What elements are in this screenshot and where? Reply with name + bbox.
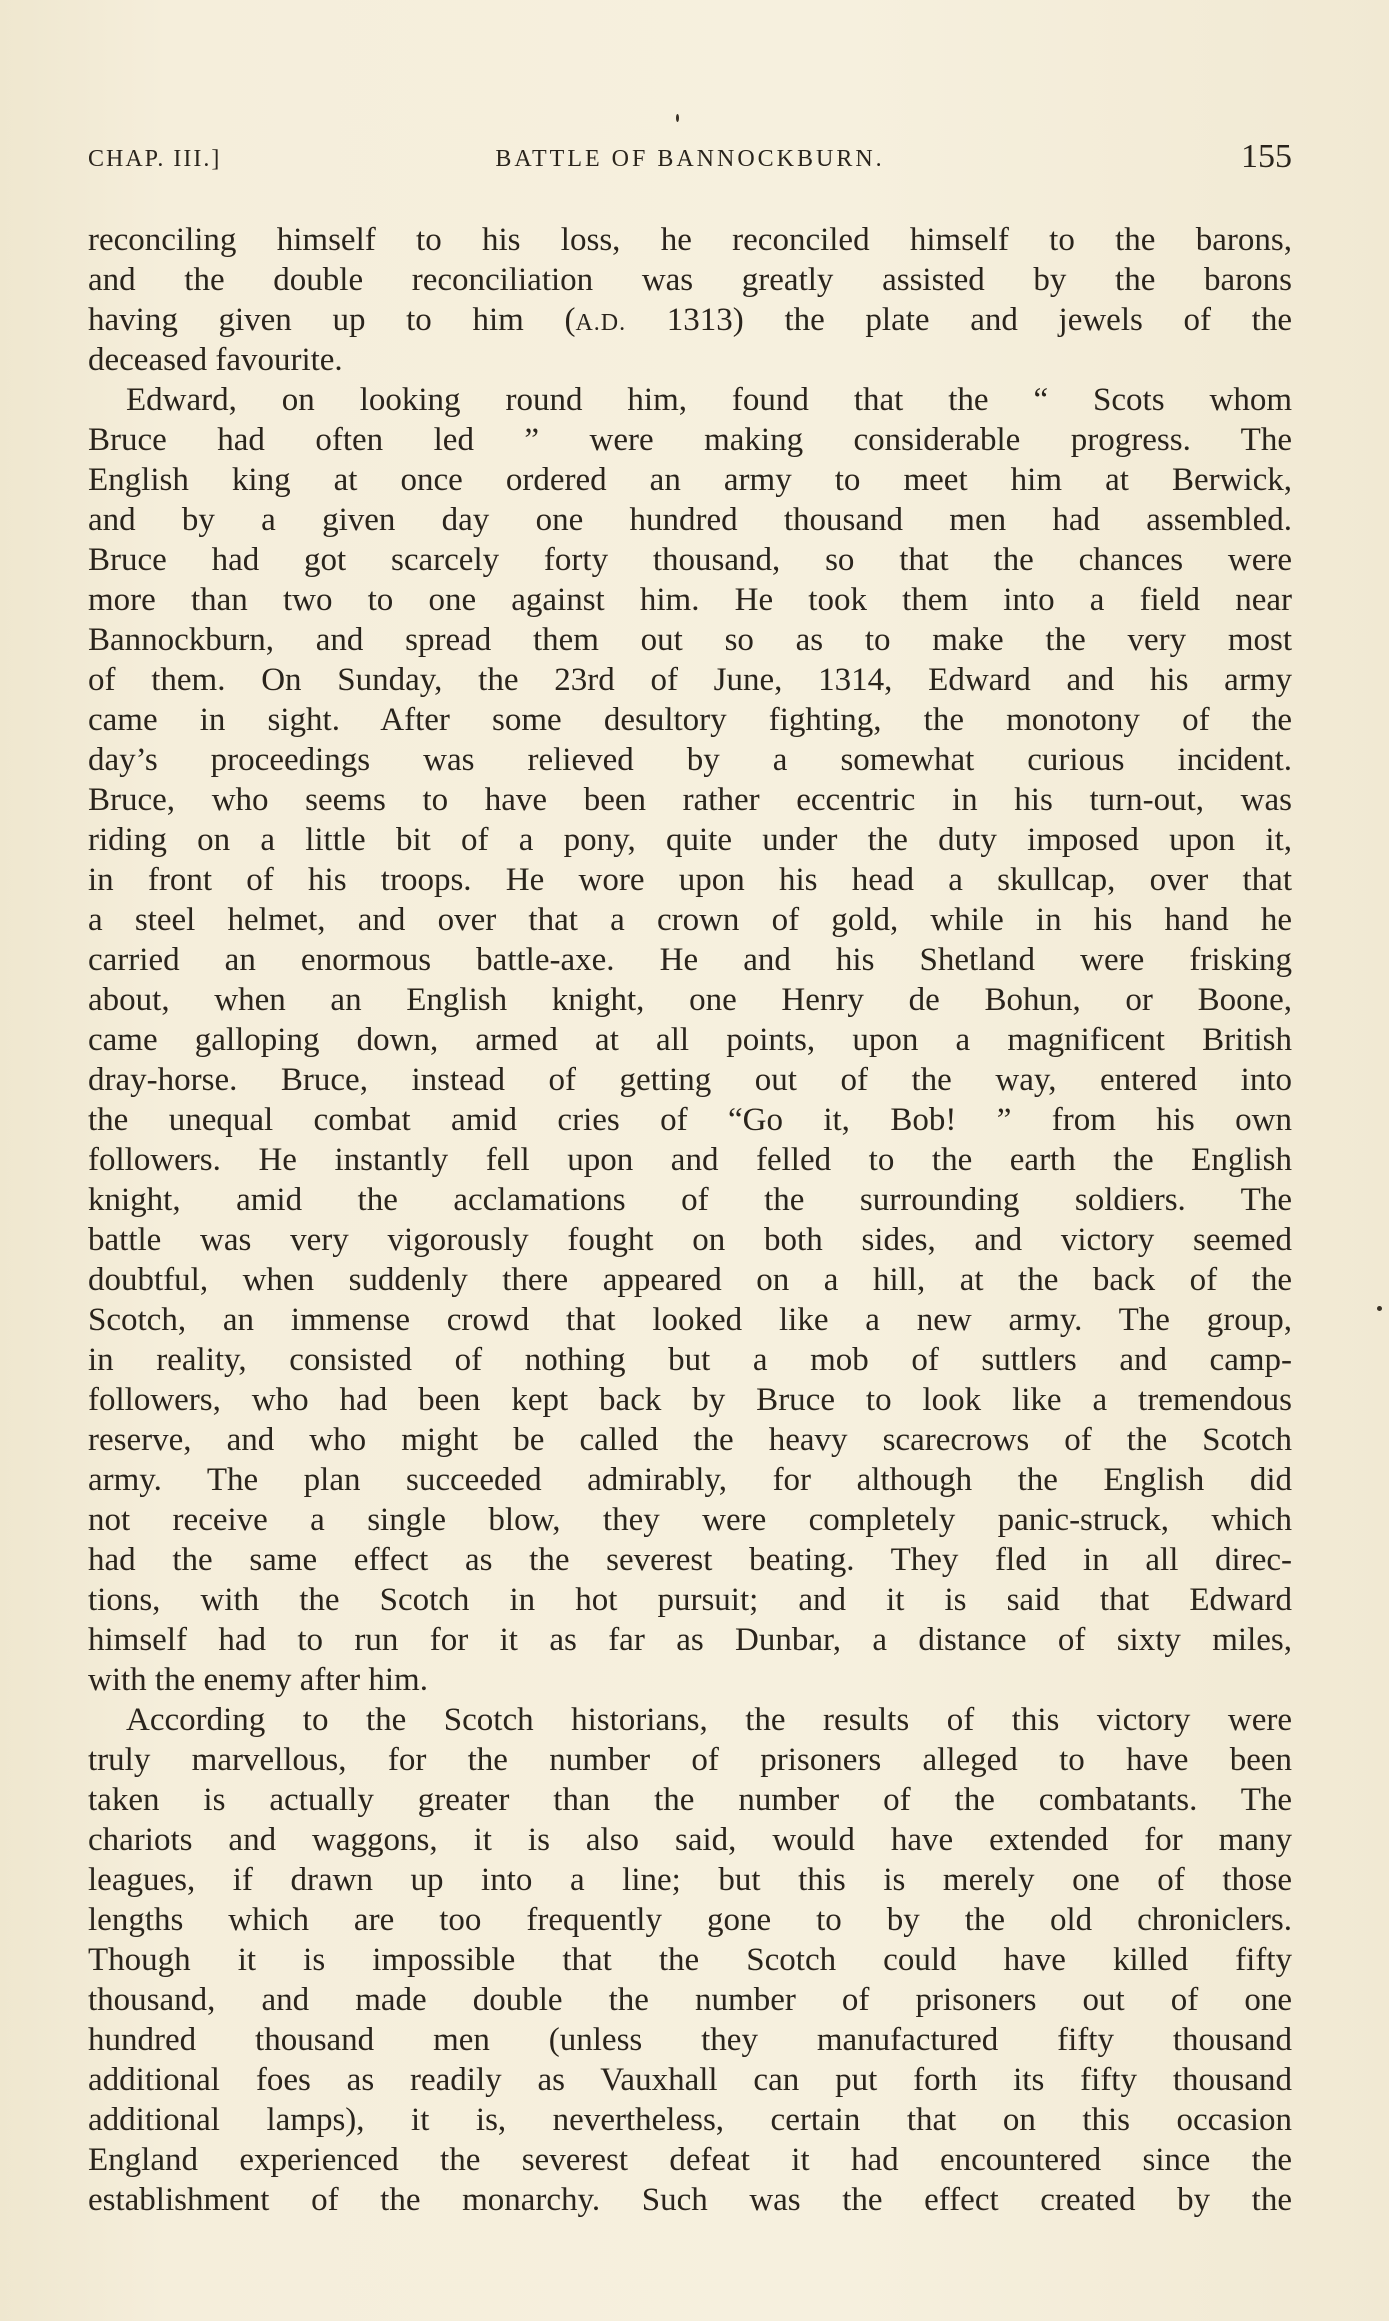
- chapter-label: CHAP. III.]: [88, 146, 222, 172]
- print-speck: [1377, 1306, 1382, 1311]
- text-segment: 1313) the plate and jewels of the: [626, 302, 1292, 338]
- text-line: thousand, and made double the number of prisoners out of one: [88, 1982, 1292, 2018]
- text-line: doubtful, when suddenly there appeared on a hill, at the back of the: [88, 1262, 1292, 1298]
- text-line: more than two to one against him. He took them into a field near: [88, 582, 1292, 618]
- text-line: reconciling himself to his loss, he reconciled himself to the barons,: [88, 222, 1292, 258]
- text-line: of them. On Sunday, the 23rd of June, 1314, Edward and his army: [88, 662, 1292, 698]
- text-line: came in sight. After some desultory fighting, the monotony of the: [88, 702, 1292, 738]
- text-line: and by a given day one hundred thousand men had assembled.: [88, 502, 1292, 538]
- text-line: Scotch, an immense crowd that looked like a new army. The group,: [88, 1302, 1292, 1338]
- text-line: not receive a single blow, they were completely panic-struck, which: [88, 1502, 1292, 1538]
- text-line: [88, 300, 1292, 340]
- text-line: Bruce had got scarcely forty thousand, so that the chances were: [88, 542, 1292, 578]
- text-line: Though it is impossible that the Scotch could have killed fifty: [88, 1942, 1292, 1978]
- text-line: hundred thousand men (unless they manufactured fifty thousand: [88, 2022, 1292, 2058]
- page-number: 155: [1241, 138, 1292, 175]
- small-caps-date: A.D.: [575, 310, 627, 336]
- text-line: truly marvellous, for the number of prisoners alleged to have been: [88, 1742, 1292, 1778]
- running-title: BATTLE OF BANNOCKBURN.: [495, 146, 885, 172]
- text-line: chariots and waggons, it is also said, would have extended for many: [88, 1822, 1292, 1858]
- text-line: tions, with the Scotch in hot pursuit; and it is said that Edward: [88, 1582, 1292, 1618]
- paragraph-start-line: Edward, on looking round him, found that the “ Scots whom: [126, 382, 1292, 418]
- text-line: had the same effect as the severest beating. They fled in all direc-: [88, 1542, 1292, 1578]
- text-line: England experienced the severest defeat it had encountered since the: [88, 2142, 1292, 2178]
- text-line: army. The plan succeeded admirably, for although the English did: [88, 1462, 1292, 1498]
- text-line: about, when an English knight, one Henry de Bohun, or Boone,: [88, 982, 1292, 1018]
- text-line: followers, who had been kept back by Bruce to look like a tremendous: [88, 1382, 1292, 1418]
- body-text: [88, 220, 1292, 2220]
- text-line: Bruce had often led ” were making considerable progress. The: [88, 422, 1292, 458]
- text-line: deceased favourite.: [88, 342, 343, 378]
- text-line: reserve, and who might be called the heavy scarecrows of the Scotch: [88, 1422, 1292, 1458]
- text-line: carried an enormous battle-axe. He and his Shetland were frisking: [88, 942, 1292, 978]
- print-speck: [676, 114, 679, 122]
- text-line: himself had to run for it as far as Dunbar, a distance of sixty miles,: [88, 1622, 1292, 1658]
- text-line: Bruce, who seems to have been rather eccentric in his turn-out, was: [88, 782, 1292, 818]
- text-line: in front of his troops. He wore upon his head a skullcap, over that: [88, 862, 1292, 898]
- text-line: establishment of the monarchy. Such was the effect created by the: [88, 2182, 1292, 2218]
- text-line: knight, amid the acclamations of the surrounding soldiers. The: [88, 1182, 1292, 1218]
- text-line: came galloping down, armed at all points, upon a magnificent British: [88, 1022, 1292, 1058]
- text-line: followers. He instantly fell upon and felled to the earth the English: [88, 1142, 1292, 1178]
- text-line: lengths which are too frequently gone to by the old chroniclers.: [88, 1902, 1292, 1938]
- text-line: additional lamps), it is, nevertheless, certain that on this occasion: [88, 2102, 1292, 2138]
- text-line: leagues, if drawn up into a line; but this is merely one of those: [88, 1862, 1292, 1898]
- text-line: additional foes as readily as Vauxhall can put forth its fifty thousand: [88, 2062, 1292, 2098]
- text-line: the unequal combat amid cries of “Go it, Bob! ” from his own: [88, 1102, 1292, 1138]
- text-line: dray-horse. Bruce, instead of getting out of the way, entered into: [88, 1062, 1292, 1098]
- text-line: English king at once ordered an army to meet him at Berwick,: [88, 462, 1292, 498]
- text-line: Bannockburn, and spread them out so as to make the very most: [88, 622, 1292, 658]
- text-line: and the double reconciliation was greatly assisted by the barons: [88, 262, 1292, 298]
- text-line: in reality, consisted of nothing but a mob of suttlers and camp-: [88, 1342, 1292, 1378]
- running-header: [88, 138, 1292, 184]
- paragraph-start-line: According to the Scotch historians, the results of this victory were: [126, 1702, 1292, 1738]
- text-line: a steel helmet, and over that a crown of gold, while in his hand he: [88, 902, 1292, 938]
- text-line: riding on a little bit of a pony, quite under the duty imposed upon it,: [88, 822, 1292, 858]
- text-line: with the enemy after him.: [88, 1662, 428, 1698]
- text-segment: having given up to him (: [88, 302, 576, 338]
- text-line: day’s proceedings was relieved by a somewhat curious incident.: [88, 742, 1292, 778]
- text-line: battle was very vigorously fought on both sides, and victory seemed: [88, 1222, 1292, 1258]
- text-line: taken is actually greater than the number of the combatants. The: [88, 1782, 1292, 1818]
